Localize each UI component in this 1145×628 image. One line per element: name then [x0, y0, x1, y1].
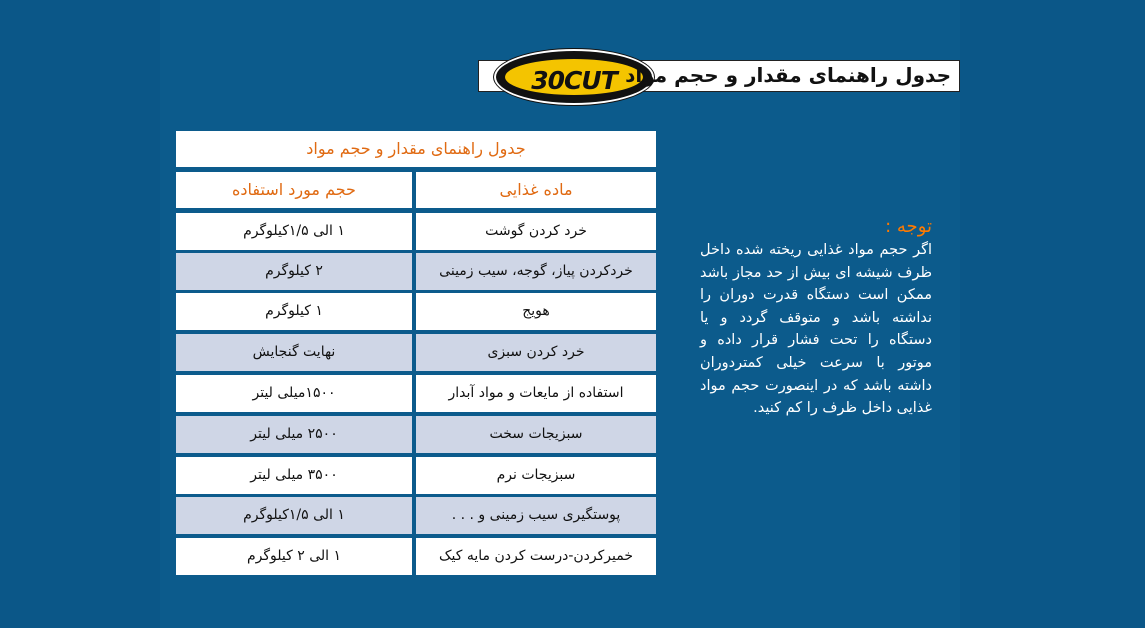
table-row: [176, 293, 656, 330]
table-row: [176, 213, 656, 250]
table-row: [176, 253, 656, 290]
cell-food: خرد کردن گوشت: [416, 213, 656, 250]
table-row: [176, 375, 656, 412]
cell-amount: نهایت گنجایش: [176, 334, 412, 371]
background-left-band: [0, 0, 160, 628]
cell-amount: ۱۵۰۰میلی لیتر: [176, 375, 412, 412]
column-header-amount: حجم مورد استفاده: [176, 172, 412, 208]
cell-food: خمیرکردن-درست کردن مایه کیک: [416, 538, 656, 575]
column-header-food: ماده غذایی: [416, 172, 656, 208]
cell-amount: ۳۵۰۰ میلی لیتر: [176, 457, 412, 494]
caution-text: اگر حجم مواد غذایی ریخته شده داخل ظرف شیشه ای بیش از حد مجاز باشد ممکن است دستگاه قدرت دوران را نداشته باشد و متوقف گردد و یا دستگاه را تحت فشار قرار داده و موتور با سرعت خیلی کمتردوران داشته باشد که در اینصورت حجم مواد غذایی داخل ظرف را کم کنید.: [700, 242, 932, 417]
table-row: [176, 497, 656, 534]
cell-food: هویج: [416, 293, 656, 330]
cell-food: پوستگیری سیب زمینی و . . .: [416, 497, 656, 534]
cell-food: استفاده از مایعات و مواد آبدار: [416, 375, 656, 412]
cell-amount: ۱ کیلوگرم: [176, 293, 412, 330]
guide-table: [176, 131, 656, 577]
cell-food: خرد کردن سبزی: [416, 334, 656, 371]
cell-amount: ۲۵۰۰ میلی لیتر: [176, 416, 412, 453]
table-title: جدول راهنمای مقدار و حجم مواد: [176, 131, 656, 167]
cell-food: سبزیجات نرم: [416, 457, 656, 494]
table-row: [176, 416, 656, 453]
cell-amount: ۱ الی ۱/۵کیلوگرم: [176, 213, 412, 250]
cell-amount: ۱ الی ۲ کیلوگرم: [176, 538, 412, 575]
table-row: [176, 334, 656, 371]
cell-food: سبزیجات سخت: [416, 416, 656, 453]
brand-logo-badge: [503, 57, 645, 97]
page-title: جدول راهنمای مقدار و حجم مواد: [625, 63, 951, 87]
cell-food: خردکردن پیاز، گوجه، سیب زمینی: [416, 253, 656, 290]
cell-amount: ۲ کیلوگرم: [176, 253, 412, 290]
caution-title: توجه :: [885, 216, 932, 237]
cell-amount: ۱ الی ۱/۵کیلوگرم: [176, 497, 412, 534]
background-right-band: [960, 0, 1145, 628]
brand-logo-text: 30CUT: [531, 66, 617, 95]
table-row: [176, 457, 656, 494]
table-row: [176, 538, 656, 575]
caution-note: [700, 216, 932, 420]
header-bar: [478, 60, 960, 95]
